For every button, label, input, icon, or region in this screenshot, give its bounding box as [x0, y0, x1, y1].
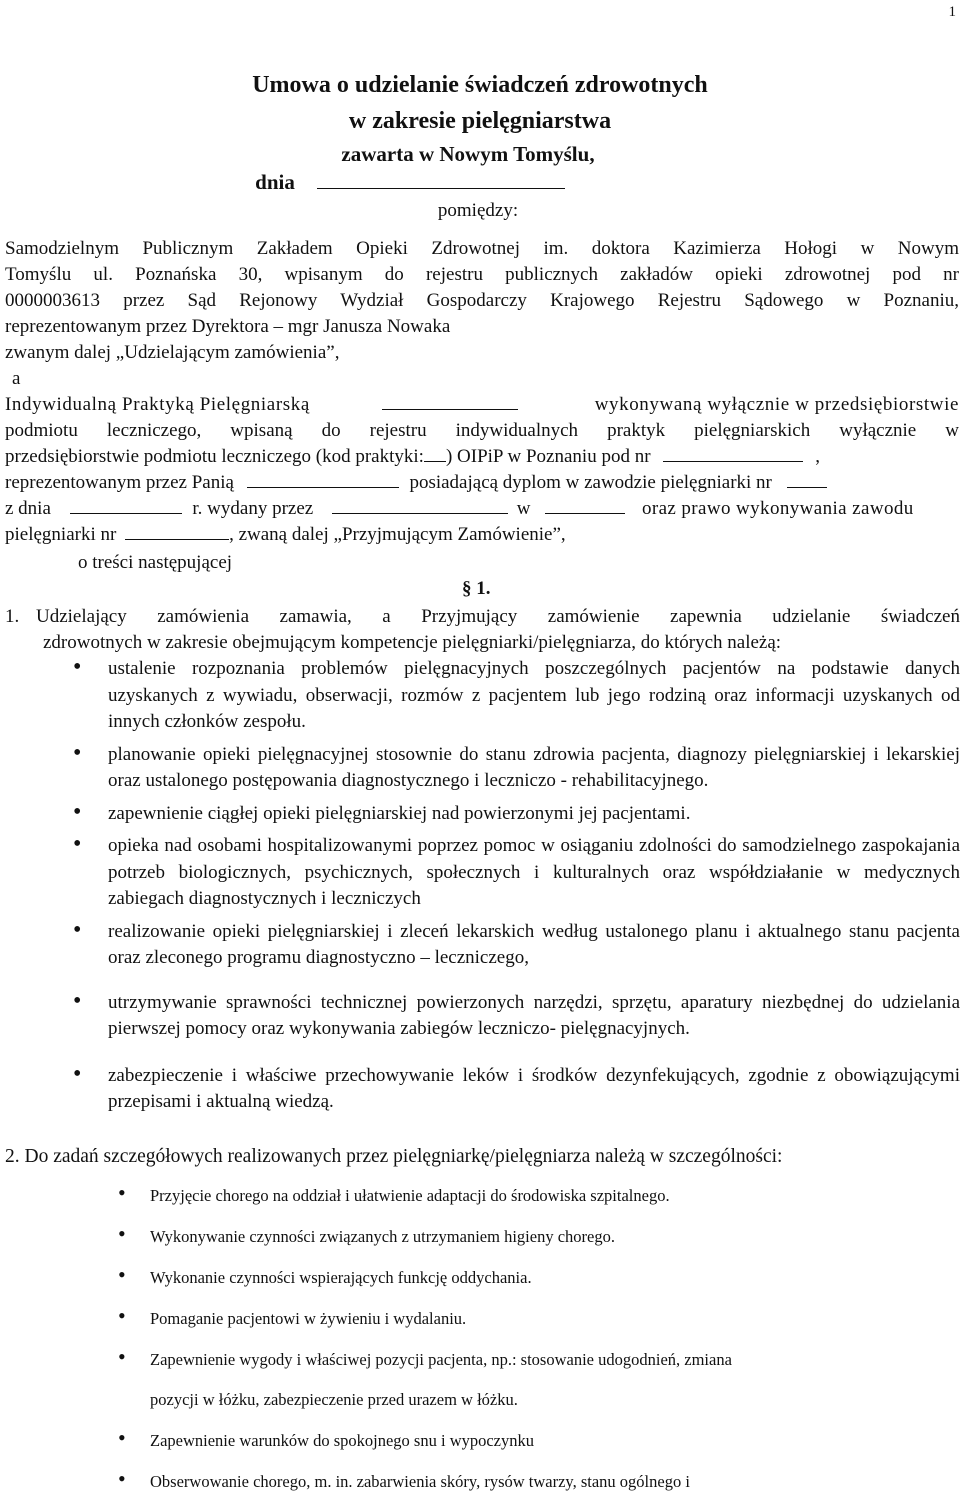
diploma-number-blank — [787, 471, 827, 488]
list-item: • realizowanie opieki pielęgniarskiej i zleceń lekarskich według ustalonego planu i aktualnego stanu pacjenta oraz zleconego programu diagnostyczno – leczniczego, — [108, 919, 960, 972]
clause-1-number: 1. — [5, 606, 20, 627]
date-issued-label: z dnia — [5, 498, 51, 519]
practice-code-blank — [424, 445, 446, 462]
task-5-line1: • Zapewnienie wygody i właściwej pozycji pacjenta, np.: stosowanie udogodnień, zmiana — [150, 1350, 732, 1369]
party-2-line6 — [5, 522, 959, 548]
representative-blank — [247, 471, 399, 488]
issued-by-label: r. wydany przez — [192, 498, 314, 519]
party-2-line5 — [5, 496, 959, 522]
party-2-name-blank — [382, 393, 518, 410]
party-2-line2: podmiotu leczniczego, wpisaną do rejestru indywidualnych praktyk pielęgniarskich wyłącznie w — [5, 420, 959, 441]
register-number-blank — [663, 445, 803, 462]
clause-1-line1: Udzielający zamówienia zamawia, a Przyjmujący zamówienie zapewnia udzielanie świadczeń — [36, 606, 960, 627]
list-item: • opieka nad osobami hospitalizowanymi poprzez pomoc w osiąganiu zdolności do samodzielnego zaspokajania potrzeb biologicznych, psychicznych, społecznych i kulturalnych oraz współdziałanie w medycznych zabiegach diagnostycznych i leczniczych — [108, 833, 960, 913]
register-label: ) OIPiP w Poznaniu pod nr — [445, 446, 651, 467]
list-item: • ustalenie rozpoznania problemów pielęgnacyjnych poszczególnych pacjentów na podstawie danych uzyskanych z wywiadu, obserwacji, rozmów z pacjentem lub jego rodziną oraz informacji uzyskanych od innych członków zespołu. — [108, 656, 960, 736]
conjunction: a — [12, 368, 21, 389]
list-item: • utrzymywanie sprawności technicznej powierzonych narzędzi, sprzętu, aparatury niezbędnej do udzielania pierwszej pomocy oraz wykonywania zabiegów leczniczo- pielęgnacyjnych. — [108, 990, 960, 1043]
license-number-blank — [125, 523, 229, 540]
content-intro: o treści następującej — [78, 552, 233, 573]
list-item: • Przyjęcie chorego na oddział i ułatwienie adaptacji do środowiska szpitalnego. — [150, 1186, 930, 1206]
practice-code-label: przedsiębiorstwie podmiotu leczniczego (kod praktyki: — [5, 446, 424, 467]
date-blank — [317, 170, 565, 189]
diploma-label: posiadającą dyplom w zawodzie pielęgniarki nr — [409, 472, 772, 493]
license-label: oraz prawo wykonywania zawodu — [641, 498, 914, 519]
party-2-line1 — [5, 392, 959, 418]
task-5-line2: pozycji w łóżku, zabezpieczenie przed urazem w łóżku. — [150, 1390, 518, 1409]
list-item: • Obserwowanie chorego, m. in. zabarwienia skóry, rysów twarzy, stanu ogólnego i — [150, 1472, 930, 1492]
competencies-list — [108, 656, 960, 1116]
list-item: • zabezpieczenie i właściwe przechowywanie leków i środków dezynfekujących, zgodnie z obowiązującymi przepisami i aktualną wiedzą. — [108, 1063, 960, 1116]
list-item: • Pomaganie pacjentowi w żywieniu i wydalaniu. — [150, 1309, 930, 1329]
list-item: • Zapewnienie warunków do spokojnego snu i wypoczynku — [150, 1431, 930, 1451]
party-1-line5: zwanym dalej „Udzielającym zamówienia”, — [5, 342, 340, 363]
list-item — [150, 1350, 930, 1410]
party-1-line1: Samodzielnym Publicznym Zakładem Opieki Zdrowotnej im. doktora Kazimierza Hołogi w Nowym — [5, 238, 959, 259]
comma: , — [815, 446, 821, 467]
party-2-line3 — [5, 444, 959, 470]
date-issued-blank — [70, 497, 182, 514]
tasks-list — [150, 1186, 930, 1492]
party-2-line4 — [5, 470, 959, 496]
party-1-line3: 0000003613 przez Sąd Rejonowy Wydział Gospodarczy Krajowego Rejestru Sądowego w Poznaniu, — [5, 290, 959, 311]
party-2-name: Indywidualną Praktyką Pielęgniarską — [5, 394, 310, 415]
contractor-label: , zwaną dalej „Przyjmującym Zamówienie”, — [229, 524, 566, 545]
issuer-blank — [332, 497, 508, 514]
list-item: • planowanie opieki pielęgnacyjnej stosownie do stanu zdrowia pacjenta, diagnozy pielęgniarskiej i lekarskiej oraz ustalonego postępowania diagnostycznego i leczniczo - rehabilitacyjnego. — [108, 742, 960, 795]
clause-2: 2. Do zadań szczegółowych realizowanych przez pielęgniarkę/pielęgniarza należą w szczególności: — [5, 1146, 783, 1167]
issue-place-blank — [545, 497, 625, 514]
page-number: 1 — [948, 4, 956, 20]
section-heading: § 1. — [462, 578, 491, 599]
list-item: • zapewnienie ciągłej opieki pielęgniarskiej nad powierzonymi jej pacjentami. — [108, 801, 960, 828]
list-item: • Wykonywanie czynności związanych z utrzymaniem higieny chorego. — [150, 1227, 930, 1247]
between-label: pomiędzy: — [437, 200, 519, 221]
party-1-line4: reprezentowanym przez Dyrektora – mgr Janusza Nowaka — [5, 316, 451, 337]
document-title: Umowa o udzielanie świadczeń zdrowotnych — [252, 72, 708, 98]
list-item: • Wykonanie czynności wspierających funkcję oddychania. — [150, 1268, 930, 1288]
issued-in-label: w — [516, 498, 531, 519]
date-line — [0, 170, 890, 195]
place-line: zawarta w Nowym Tomyślu, — [341, 142, 595, 166]
represented-label: reprezentowanym przez Panią — [5, 472, 234, 493]
date-label: dnia — [255, 170, 295, 194]
clause-1 — [5, 604, 960, 656]
license-number-label: pielęgniarki nr — [5, 524, 117, 545]
party-2-scope: wykonywaną wyłącznie w przedsiębiorstwie — [594, 394, 959, 415]
clause-1-line2: zdrowotnych w zakresie obejmującym kompetencje pielęgniarki/pielęgniarza, do których należą: — [43, 632, 782, 653]
document-title-line2: w zakresie pielęgniarstwa — [348, 108, 612, 134]
party-1-line2: Tomyślu ul. Poznańska 30, wpisanym do rejestru publicznych zakładów opieki zdrowotnej pod nr — [5, 264, 959, 285]
